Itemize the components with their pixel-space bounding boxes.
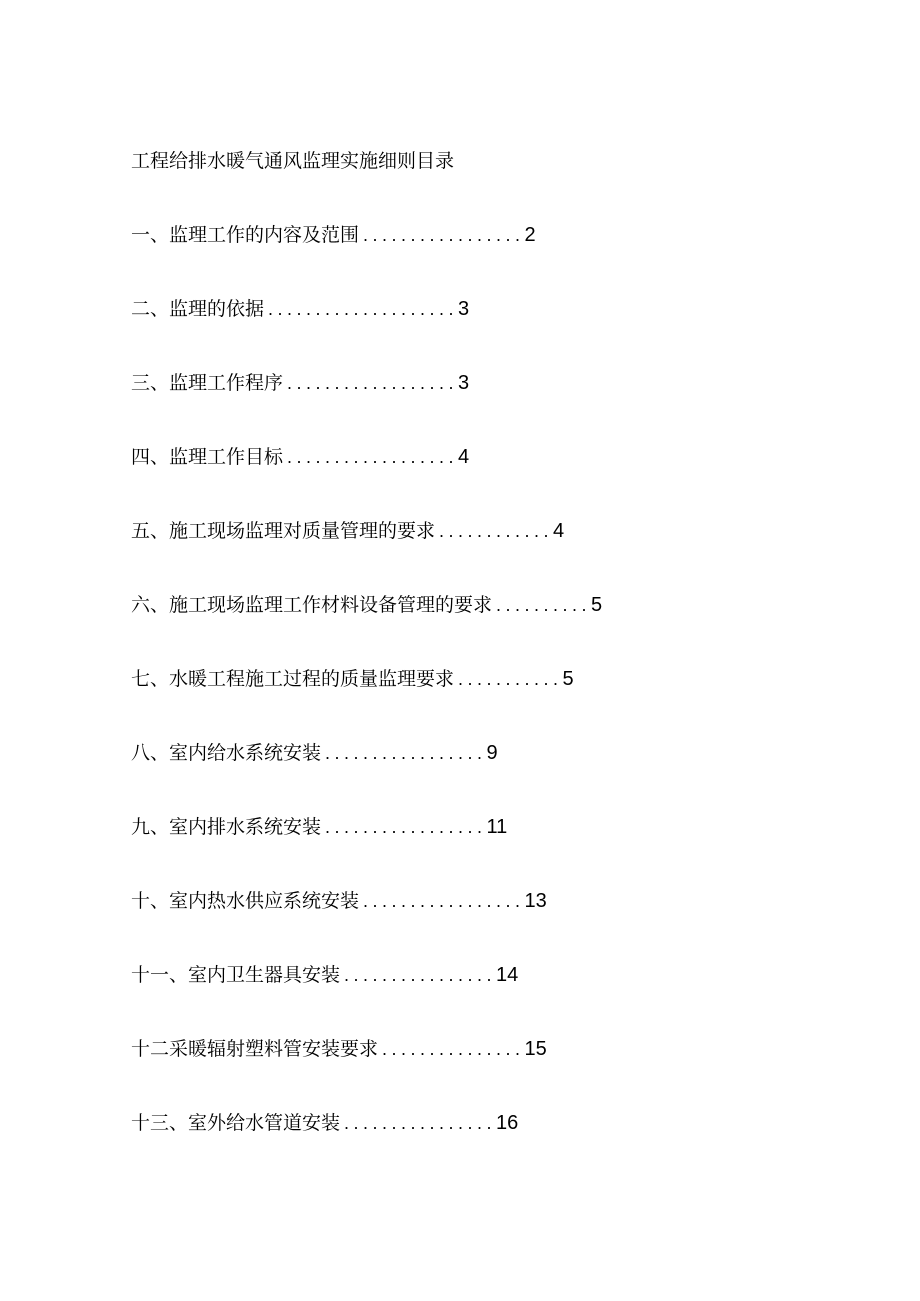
toc-entry-label: 十三、室外给水管道安装 — [131, 1112, 341, 1134]
toc-page-number: 3 — [458, 298, 470, 320]
toc-dot-leader: ................. — [363, 891, 525, 911]
toc-entry-7[interactable] — [131, 665, 574, 693]
toc-entry-4[interactable] — [131, 443, 469, 471]
toc-entry-12[interactable] — [131, 1035, 547, 1063]
toc-page-number: 9 — [486, 742, 498, 764]
toc-page-number: 4 — [553, 520, 565, 542]
toc-entry-1[interactable] — [131, 221, 536, 249]
toc-entry-3[interactable] — [131, 369, 469, 397]
toc-entry-8[interactable] — [131, 739, 498, 767]
toc-dot-leader: ............ — [439, 521, 554, 541]
toc-entry-label: 八、室内给水系统安装 — [131, 742, 322, 764]
toc-entry-label: 一、监理工作的内容及范围 — [131, 224, 360, 246]
toc-dot-leader: .................... — [268, 299, 459, 319]
toc-dot-leader: .................. — [287, 373, 459, 393]
toc-entry-11[interactable] — [131, 961, 518, 989]
toc-entry-label: 二、监理的依据 — [131, 298, 265, 320]
toc-page-number: 5 — [562, 668, 574, 690]
toc-dot-leader: ................. — [325, 743, 487, 763]
toc-dot-leader: ................. — [363, 225, 525, 245]
toc-dot-leader: ............... — [382, 1039, 525, 1059]
toc-entry-label: 十、室内热水供应系统安装 — [131, 890, 360, 912]
toc-entry-label: 三、监理工作程序 — [131, 372, 284, 394]
toc-page-number: 2 — [524, 224, 536, 246]
toc-dot-leader: ................. — [325, 817, 487, 837]
toc-page-number: 4 — [458, 446, 470, 468]
toc-page-number: 11 — [486, 816, 508, 838]
toc-entry-9[interactable] — [131, 813, 507, 841]
toc-entry-label: 七、水暖工程施工过程的质量监理要求 — [131, 668, 455, 690]
toc-entry-6[interactable] — [131, 591, 602, 619]
toc-entry-2[interactable] — [131, 295, 469, 323]
toc-dot-leader: .................. — [287, 447, 459, 467]
toc-page-number: 15 — [524, 1038, 547, 1060]
toc-entry-13[interactable] — [131, 1109, 518, 1137]
toc-entry-5[interactable] — [131, 517, 564, 545]
toc-page-number: 3 — [458, 372, 470, 394]
toc-entry-label: 九、室内排水系统安装 — [131, 816, 322, 838]
toc-entry-label: 十一、室内卫生器具安装 — [131, 964, 341, 986]
toc-page-number: 14 — [496, 964, 519, 986]
toc-entry-label: 四、监理工作目标 — [131, 446, 284, 468]
document-title: 工程给排水暖气通风监理实施细则目录 — [131, 150, 455, 172]
toc-dot-leader: ................ — [344, 1113, 497, 1133]
toc-dot-leader: ................ — [344, 965, 497, 985]
toc-entry-label: 五、施工现场监理对质量管理的要求 — [131, 520, 436, 542]
toc-page-number: 5 — [591, 594, 603, 616]
toc-dot-leader: ........... — [458, 669, 563, 689]
toc-entry-label: 六、施工现场监理工作材料设备管理的要求 — [131, 594, 493, 616]
toc-page-number: 13 — [524, 890, 547, 912]
toc-entry-10[interactable] — [131, 887, 547, 915]
toc-page-number: 16 — [496, 1112, 519, 1134]
toc-dot-leader: .......... — [496, 595, 592, 615]
toc-entry-label: 十二采暖辐射塑料管安装要求 — [131, 1038, 379, 1060]
